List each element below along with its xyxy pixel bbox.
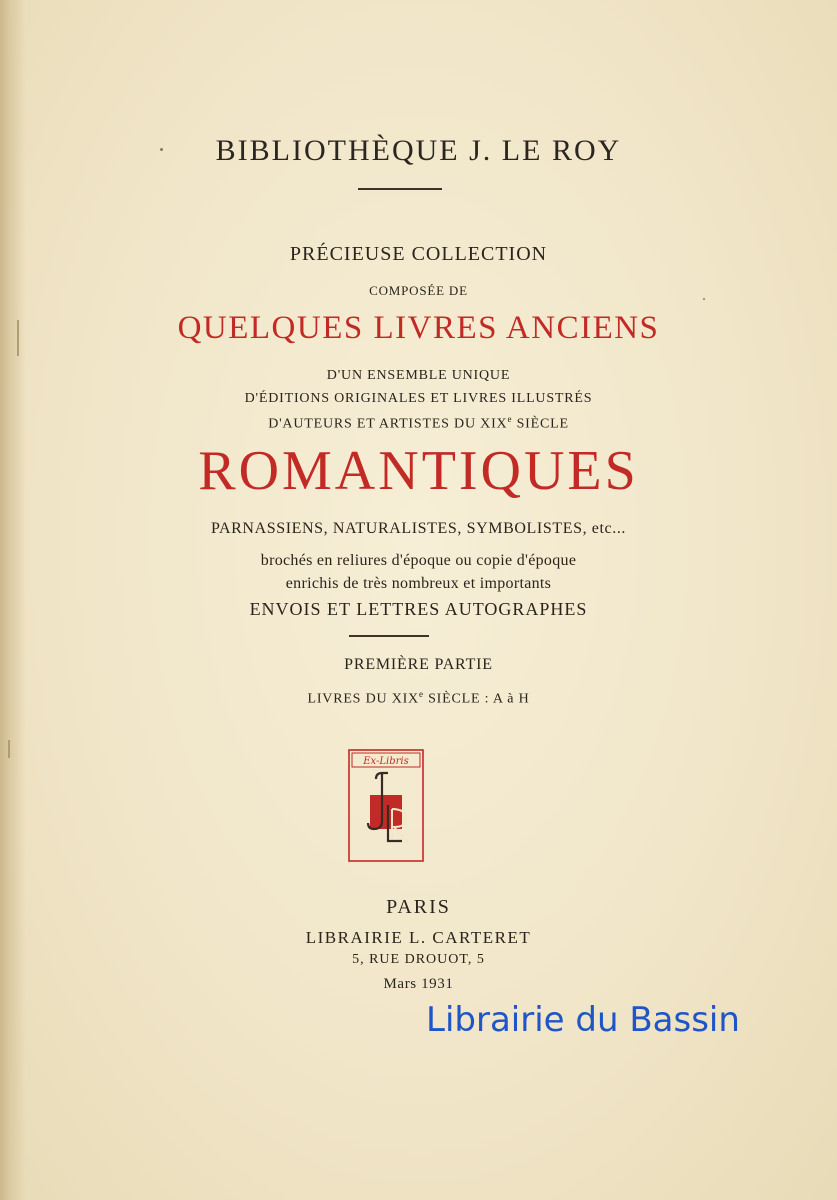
auteurs-superscript: e xyxy=(507,414,513,424)
bookseller-watermark: Librairie du Bassin xyxy=(426,1000,740,1040)
address-line: 5, RUE DROUOT, 5 xyxy=(352,952,485,967)
publisher-line: LIBRAIRIE L. CARTERET xyxy=(305,928,532,947)
composee-line: COMPOSÉE DE xyxy=(369,283,468,298)
collection-subtitle: PRÉCIEUSE COLLECTION xyxy=(289,243,548,265)
range-text: LIVRES DU XIX xyxy=(307,691,419,707)
enrichis-line: enrichis de très nombreux et importants xyxy=(285,575,552,592)
section-rule xyxy=(349,635,429,637)
bindings-line: brochés en reliures d'époque ou copie d'époque xyxy=(260,552,577,569)
main-title: QUELQUES LIVRES ANCIENS xyxy=(177,310,660,346)
paper-mark xyxy=(8,740,10,758)
movements-line: PARNASSIENS, NATURALISTES, SYMBOLISTES, etc... xyxy=(210,520,627,537)
city-line: PARIS xyxy=(386,896,451,918)
header-rule xyxy=(358,188,442,190)
envois-line: ENVOIS ET LETTRES AUTOGRAPHES xyxy=(249,599,588,619)
ex-libris-bookplate xyxy=(348,749,424,862)
monogram-letters: JLR xyxy=(385,857,387,858)
editions-line: D'ÉDITIONS ORIGINALES ET LIVRES ILLUSTRÉS xyxy=(244,391,593,406)
library-header: BIBLIOTHÈQUE J. LE ROY xyxy=(215,134,622,167)
range-superscript: e xyxy=(418,689,424,699)
date-line: Mars 1931 xyxy=(383,976,454,992)
auteurs-text: D'AUTEURS ET ARTISTES DU XIX xyxy=(268,416,508,432)
unique-line: D'UN ENSEMBLE UNIQUE xyxy=(326,368,511,383)
ex-libris-label: Ex-Libris xyxy=(363,756,409,767)
auteurs-line xyxy=(0,414,837,433)
range-line xyxy=(0,689,837,708)
auteurs-siecle: SIÈCLE xyxy=(512,416,569,432)
range-siecle: SIÈCLE : A à H xyxy=(423,691,530,707)
romantiques-title: ROMANTIQUES xyxy=(198,440,639,502)
part-label: PREMIÈRE PARTIE xyxy=(344,656,493,673)
